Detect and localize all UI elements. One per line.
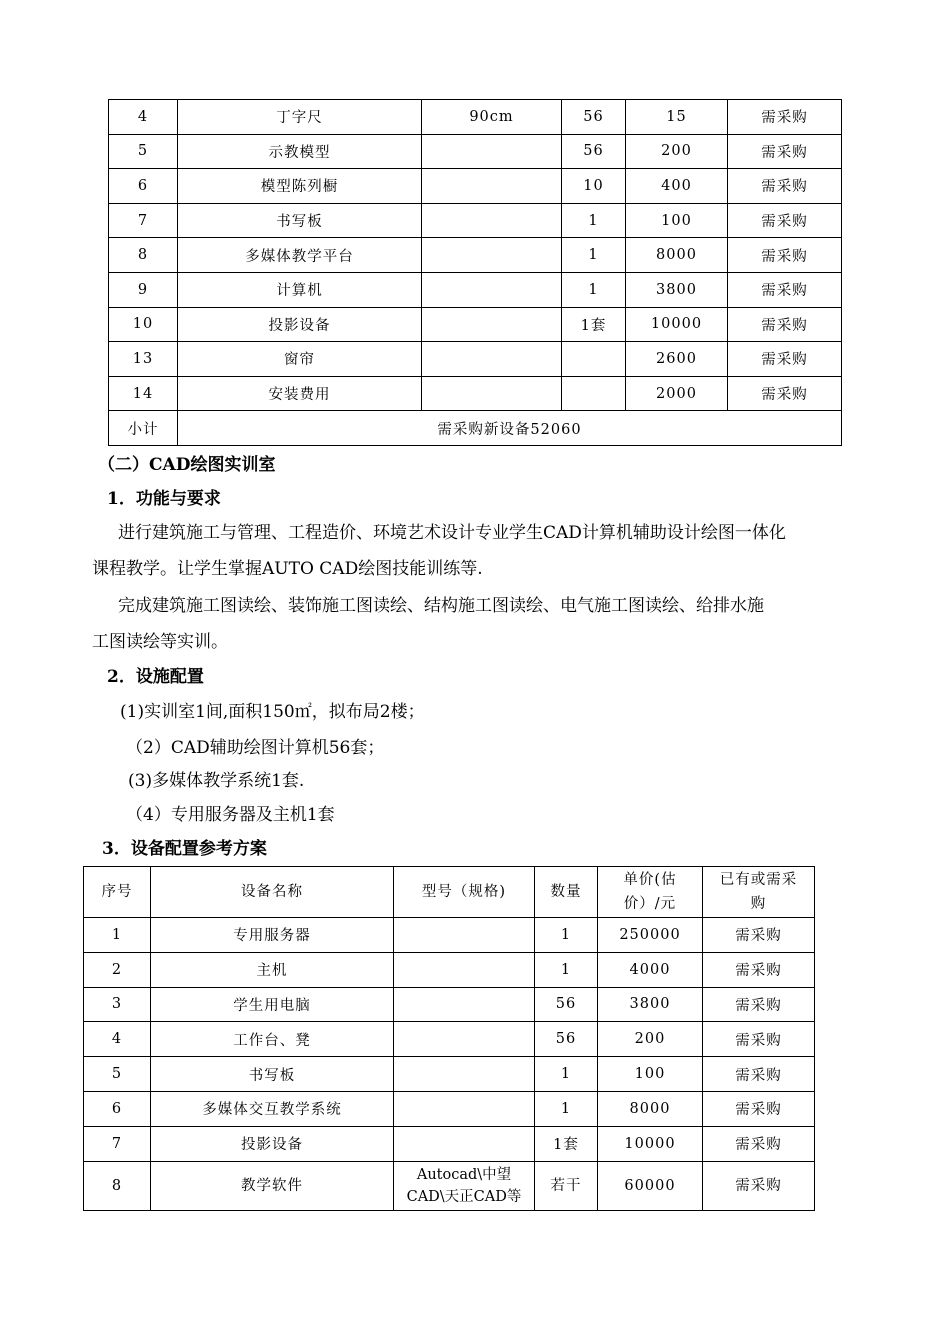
table-row xyxy=(84,952,815,987)
table-row xyxy=(109,100,842,135)
cell-status: 需采购 xyxy=(703,918,815,953)
cell-model xyxy=(422,376,562,411)
paragraph-2-line-2: 工图读绘等实训。 xyxy=(92,632,228,652)
cell-qty: 1 xyxy=(535,1057,598,1092)
cell-qty: 1 xyxy=(535,952,598,987)
cell-status: 需采购 xyxy=(728,100,842,135)
cell-status: 需采购 xyxy=(703,1091,815,1126)
cell-status: 需采购 xyxy=(728,169,842,204)
facility-item-3: (3)多媒体教学系统1套. xyxy=(128,771,305,791)
cell-status: 需采购 xyxy=(703,952,815,987)
cell-price: 3800 xyxy=(598,987,703,1022)
cell-price: 400 xyxy=(626,169,728,204)
cell-name: 专用服务器 xyxy=(151,918,394,953)
paragraph-1-line-1: 进行建筑施工与管理、工程造价、环境艺术设计专业学生CAD计算机辅助设计绘图一体化 xyxy=(118,523,786,543)
table-row xyxy=(109,134,842,169)
subtotal-label: 小计 xyxy=(109,411,178,446)
subheading-function: 1．功能与要求 xyxy=(107,489,221,509)
cell-no: 6 xyxy=(109,169,178,204)
cell-model xyxy=(394,952,535,987)
cell-price: 200 xyxy=(598,1022,703,1057)
table-row xyxy=(109,169,842,204)
cell-price: 10000 xyxy=(598,1126,703,1161)
cell-model xyxy=(422,307,562,342)
cell-price: 2600 xyxy=(626,342,728,377)
cell-name: 窗帘 xyxy=(178,342,422,377)
cell-name: 主机 xyxy=(151,952,394,987)
cell-price: 4000 xyxy=(598,952,703,987)
section-heading: （二）CAD绘图实训室 xyxy=(98,455,276,475)
cell-no: 5 xyxy=(84,1057,151,1092)
cell-name: 投影设备 xyxy=(178,307,422,342)
cell-no: 5 xyxy=(109,134,178,169)
header-price-line-1: 单价(估 xyxy=(623,872,677,888)
cell-status: 需采购 xyxy=(728,134,842,169)
cell-model: 90cm xyxy=(422,100,562,135)
subtotal-row xyxy=(109,411,842,446)
cell-status: 需采购 xyxy=(728,238,842,273)
cell-no: 8 xyxy=(84,1161,151,1210)
cell-qty: 1 xyxy=(562,238,626,273)
cell-model xyxy=(394,1126,535,1161)
table-row xyxy=(84,1022,815,1057)
cell-model xyxy=(422,238,562,273)
cell-no: 7 xyxy=(84,1126,151,1161)
cell-no: 8 xyxy=(109,238,178,273)
cell-qty: 56 xyxy=(562,100,626,135)
cell-status: 需采购 xyxy=(728,203,842,238)
cell-name: 示教模型 xyxy=(178,134,422,169)
table-row xyxy=(109,272,842,307)
table-row xyxy=(84,1057,815,1092)
cell-model xyxy=(394,1091,535,1126)
cell-no: 13 xyxy=(109,342,178,377)
cell-price: 8000 xyxy=(598,1091,703,1126)
table-row xyxy=(84,987,815,1022)
cell-no: 1 xyxy=(84,918,151,953)
cell-name: 工作台、凳 xyxy=(151,1022,394,1057)
cell-status: 需采购 xyxy=(728,272,842,307)
cell-no: 6 xyxy=(84,1091,151,1126)
cell-model xyxy=(394,1057,535,1092)
cell-no: 9 xyxy=(109,272,178,307)
cell-model xyxy=(422,134,562,169)
table-row xyxy=(84,1126,815,1161)
cell-qty: 10 xyxy=(562,169,626,204)
cad-equipment-table xyxy=(83,866,815,1211)
cell-model xyxy=(394,918,535,953)
cell-price: 200 xyxy=(626,134,728,169)
cell-qty xyxy=(562,376,626,411)
cell-model xyxy=(422,169,562,204)
cell-name: 丁字尺 xyxy=(178,100,422,135)
header-price xyxy=(598,867,703,918)
cell-name: 教学软件 xyxy=(151,1161,394,1210)
cell-model xyxy=(422,203,562,238)
table-row xyxy=(84,1091,815,1126)
facility-item-2: （2）CAD辅助绘图计算机56套； xyxy=(126,738,385,758)
cell-price: 15 xyxy=(626,100,728,135)
table-row xyxy=(109,376,842,411)
cell-price: 10000 xyxy=(626,307,728,342)
cell-model xyxy=(394,1161,535,1210)
table-header-row xyxy=(84,867,815,918)
cell-name: 书写板 xyxy=(178,203,422,238)
header-price-line-2: 价）/元 xyxy=(623,896,677,912)
cell-model-line-2: CAD\天正CAD等 xyxy=(406,1188,522,1205)
cell-name: 模型陈列橱 xyxy=(178,169,422,204)
cell-model-line-1: Autocad\中望 xyxy=(416,1166,512,1183)
cell-qty: 1 xyxy=(562,203,626,238)
header-qty: 数量 xyxy=(535,867,598,918)
table-row xyxy=(109,203,842,238)
cell-status: 需采购 xyxy=(728,342,842,377)
header-model: 型号（规格) xyxy=(394,867,535,918)
cell-status: 需采购 xyxy=(728,307,842,342)
cell-name: 计算机 xyxy=(178,272,422,307)
header-status-line-2: 购 xyxy=(750,896,767,912)
cell-no: 4 xyxy=(109,100,178,135)
cell-name: 安装费用 xyxy=(178,376,422,411)
header-status xyxy=(703,867,815,918)
cell-status: 需采购 xyxy=(728,376,842,411)
cell-price: 100 xyxy=(598,1057,703,1092)
cell-status: 需采购 xyxy=(703,1022,815,1057)
cell-price: 60000 xyxy=(598,1161,703,1210)
cell-status: 需采购 xyxy=(703,987,815,1022)
cell-price: 100 xyxy=(626,203,728,238)
paragraph-2-line-1: 完成建筑施工图读绘、装饰施工图读绘、结构施工图读绘、电气施工图读绘、给排水施 xyxy=(118,596,764,616)
cell-status: 需采购 xyxy=(703,1126,815,1161)
cell-no: 7 xyxy=(109,203,178,238)
cell-price: 2000 xyxy=(626,376,728,411)
table-row xyxy=(109,342,842,377)
cell-qty: 1套 xyxy=(562,307,626,342)
cell-qty: 1 xyxy=(535,918,598,953)
table-row xyxy=(109,238,842,273)
equipment-table-continued xyxy=(108,99,842,446)
header-status-line-1: 已有或需采 xyxy=(719,872,798,888)
facility-item-1: (1)实训室1间,面积150㎡，拟布局2楼； xyxy=(120,702,425,722)
cell-model xyxy=(394,1022,535,1057)
subheading-facilities: 2．设施配置 xyxy=(107,667,204,687)
table-row xyxy=(109,307,842,342)
cad-equipment-table-body xyxy=(84,918,815,1162)
cell-status: 需采购 xyxy=(703,1057,815,1092)
cell-model xyxy=(422,342,562,377)
cell-price: 250000 xyxy=(598,918,703,953)
cell-price: 3800 xyxy=(626,272,728,307)
cell-model xyxy=(422,272,562,307)
cell-qty: 若干 xyxy=(535,1161,598,1210)
cell-no: 14 xyxy=(109,376,178,411)
cell-name: 多媒体教学平台 xyxy=(178,238,422,273)
cell-no: 2 xyxy=(84,952,151,987)
equipment-table-body xyxy=(109,100,842,411)
subtotal-text: 需采购新设备52060 xyxy=(178,411,842,446)
cell-qty: 1套 xyxy=(535,1126,598,1161)
cell-qty: 1 xyxy=(535,1091,598,1126)
cell-no: 10 xyxy=(109,307,178,342)
cell-status: 需采购 xyxy=(703,1161,815,1210)
cell-name: 投影设备 xyxy=(151,1126,394,1161)
cell-no: 3 xyxy=(84,987,151,1022)
cell-qty: 56 xyxy=(535,1022,598,1057)
header-no: 序号 xyxy=(84,867,151,918)
table-row xyxy=(84,918,815,953)
cell-price: 8000 xyxy=(626,238,728,273)
cell-qty: 56 xyxy=(535,987,598,1022)
facility-item-4: （4）专用服务器及主机1套 xyxy=(126,805,335,825)
cell-name: 学生用电脑 xyxy=(151,987,394,1022)
paragraph-1-line-2: 课程教学。让学生掌握AUTO CAD绘图技能训练等. xyxy=(92,559,483,579)
cell-no: 4 xyxy=(84,1022,151,1057)
subheading-equipment-plan: 3．设备配置参考方案 xyxy=(102,839,267,859)
cell-name: 多媒体交互教学系统 xyxy=(151,1091,394,1126)
cell-qty: 1 xyxy=(562,272,626,307)
header-name: 设备名称 xyxy=(151,867,394,918)
cell-qty: 56 xyxy=(562,134,626,169)
cell-name: 书写板 xyxy=(151,1057,394,1092)
cell-model xyxy=(394,987,535,1022)
cell-qty xyxy=(562,342,626,377)
table-row xyxy=(84,1161,815,1210)
